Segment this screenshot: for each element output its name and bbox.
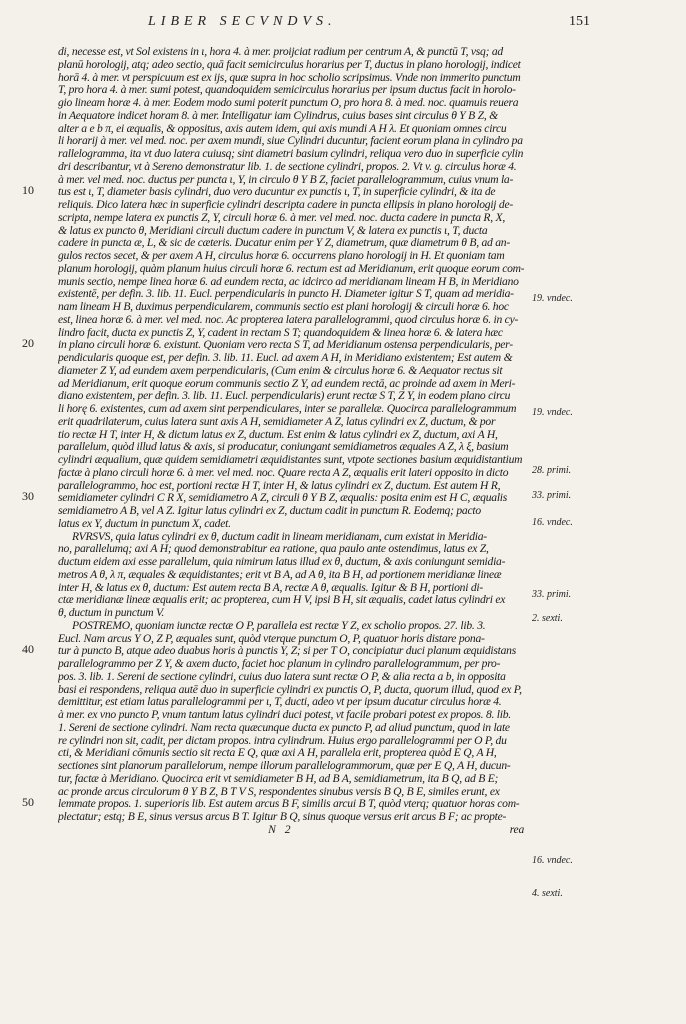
text-line: θ, ductum in punctum V.: [58, 607, 164, 619]
text-line: parallelogrammo per Z Y, & axem ducto, faciet hoc planum in cylindro parallelogrammum, per pro-: [58, 658, 501, 670]
text-line: horā 4. à mer. vt perspicuum est ex ijs, quæ supra in hoc scholio scripsimus. Vnde non immerito punctum: [58, 71, 521, 84]
text-line: à mer. vel med. noc. ductus per puncta ι, Y, in circulo θ Y B Z, faciet parallelogrammum, cuius vnum la-: [58, 173, 514, 186]
text-line: munis sectio, nempe linea horæ 6. ad eundem recta, ac idcirco ad meridianam lineam H B, in Meridiano: [58, 275, 519, 288]
text-line: parallelum, quòd illud latus & axis, si producatur, coniungant semidiametros æquales A Z, λ ξ, basium: [58, 441, 509, 454]
text-line: ac pronde arcus circulorum θ Y B Z, B T V S, respondentes sinubus versis B Q, B E, similes erunt, ex: [58, 785, 500, 798]
text-line: ductum eidem axi esse parallelum, quia nimirum latus illud ex θ, ductum, & axis coniungunt semidia-: [58, 556, 506, 568]
text-line: di, necesse est, vt Sol existens in ι, hora 4. à mer. proijciat radium per centrum A, & punctū T, vsq; ad: [58, 46, 503, 58]
margin-note: 16. vndec.: [532, 517, 573, 528]
text-line: Eucl. Nam arcus Y O, Z P, æquales sunt, quòd vterque punctum O, P, quatuor horis distare pona-: [58, 632, 485, 645]
text-line: gio lineam horæ 4. à mer. Eodem modo sumi poterit punctum O, pro hora 8. à med. noc. quamuis reuera: [58, 97, 519, 109]
margin-note: 2. sexti.: [532, 613, 563, 624]
text-line: planū horologij, atq; adeo sectio, quā facit semicirculus horarius per T, ductus in plano horologij, indicet: [58, 58, 521, 71]
text-line: semidiameter cylindri C R X, semidiametro A Z, circuli θ Y B Z, æqualis: posita enim est H C, æqualis: [58, 492, 508, 505]
margin-note: 19. vndec.: [532, 407, 573, 418]
text-line: diano existentem, per defin. 3. lib. 11. Eucl. perpendicularis) erunt rectæ S T, Z Y, in eodem plano circu: [58, 390, 511, 403]
text-line: basi ei respondens, reliqua autē duo in superficie cylindri ex punctis O, P, ducta, quorum illud, quod ex P,: [58, 683, 522, 696]
text-line: erit quadrilaterum, cuius latera sunt axis A H, semidiameter A Z, latus cylindri ex Z, ductum, & por: [58, 415, 496, 428]
text-line: tur, factæ à Meridiano. Quocirca erit vt semidiameter B H, ad B A, semidiametrum, ita B Q, ad B E;: [58, 772, 499, 785]
text-line: factæ à plano circuli horæ 6. à mer. vel med. noc. Quare recta A Z, æqualis erit lateri opposito in dicto: [58, 466, 509, 479]
text-line: tus est ι, T, diameter basis cylindri, duo vero ducuntur ex punctis ι, T, in superficie cylindri, & ita de: [58, 186, 496, 199]
text-line: inter H, & latus ex θ, ductum: Est autem recta B A, rectæ A θ, æqualis. Igitur & B H, portioni di-: [58, 581, 483, 594]
text-line: reliquis. Dico latera hæc in superficie cylindri descripta cadere in puncta ellipsis in plano horologij de-: [58, 199, 513, 211]
text-line: nam lineam H B, duximus perpendicularem, communis sectio est plani horologij & circuli horæ 6. hoc: [58, 301, 509, 313]
line-number: 10: [22, 183, 34, 197]
text-line: T, pro hora 4. à mer. sumi potest, quandoquidem semicirculus horarius per ipsum ductus facit in horolo-: [58, 84, 516, 97]
line-number: 40: [22, 642, 34, 656]
text-line: alter a e b π, ei æqualis, & oppositus, axis autem idem, qui axis mundi A H λ. Et quoniam omnes circu: [58, 122, 507, 135]
text-line: cadere in puncta æ, L, & sic de cæteris. Ducatur enim per Y Z, diametrum, quæ diametrum θ B, ad an-: [58, 237, 510, 250]
catchword: rea: [509, 823, 524, 836]
signature-mark: N 2: [268, 823, 294, 836]
paragraph-start: RVRSVS, quia latus cylindri ex θ, ductum cadit in lineam meridianam, cum existat in Meridia-: [72, 530, 487, 543]
text-line: ad Meridianum, erit quoque eorum communis sectio Z Y, ad eundem rectā, ac proinde ad axem in Meri-: [58, 377, 516, 390]
text-line: scripta, nempe latera ex punctis Z, Y, circuli horæ 6. à mer. vel med. noc. ducta cadere in puncta R, X,: [58, 211, 506, 224]
text-line: 1. Sereni de sectione cylindri. Nam recta quæcunque ducta ex puncto P, ad aliud punctum, quod in late: [58, 721, 510, 734]
text-line: demittitur, est etiam latus parallelogrammi per ι, T, ducti, adeo vt per ipsum ducatur circulus horæ 4.: [58, 696, 502, 709]
text-line: & latus ex puncto θ, Meridiani circuli ductum cadere in punctum V, & latera ex punctis ι, T, ducta: [58, 224, 488, 237]
text-line: semidiametro A B, vel A Z. Igitur latus cylindri ex Z, ductum cadit in punctum R. Eodemq; pacto: [58, 505, 481, 517]
margin-note: 19. vndec.: [532, 293, 573, 304]
text-line: pos. 3. lib. 1. Sereni de sectione cylindri, cuius duo latera sunt rectæ O P, & alia recta a b, in opposita: [58, 670, 506, 683]
text-line: parallelogrammo, hoc est, portioni rectæ H T, inter H, & latus cylindri ex Z, ductum. Est autem H R,: [58, 479, 501, 492]
text-line: plectatur; estq; B E, sinus versus arcus B T. Igitur B Q, sinus quoque versus erit arcus B F; ac propte-: [58, 811, 507, 823]
text-line: tio rectæ H T, inter H, & dictum latus ex Z, ductum. Est enim & latus cylindri ex Z, ductum, axi A H,: [58, 428, 498, 441]
text-line: cylindri æqualium, quæ quidem semidiametri æquidistantes sunt, vtpote sectiones basium æquidistantium: [58, 454, 523, 466]
text-line: planum horologij, quàm planum huius circuli horæ 6. rectum est ad Meridianum, erit quoque eorum com-: [58, 262, 524, 275]
text-line: li horarij à mer. vel med. noc. per axem mundi, siue Cylindri ducuntur, facient eorum plana in cylindro pa: [58, 135, 523, 148]
text-line: ctæ meridianæ lineæ æqualis erit; ac propterea, cum H V, ipsi B H, sit æqualis, cadet latus cylindri ex: [58, 594, 506, 607]
text-line: in Aequatore indicet horam 8. à mer. Intelligatur iam Cylindrus, cuius bases sint circulus θ Y B Z, &: [58, 109, 498, 122]
margin-note: 4. sexti.: [532, 888, 563, 899]
text-line: no, parallelumq; axi A H; quod demonstrabitur ea ratione, qua paulo ante ostendimus, latus ex Z,: [58, 543, 489, 556]
text-line: lemmate propos. 1. superioris lib. Est autem arcus B F, similis arcui B T, quòd vterq; quatuor horas com-: [58, 798, 520, 811]
text-line: diameter Z Y, ad eundem axem perpendicularis, (Cum enim & circulus horæ 6. & Aequator rectus sit: [58, 364, 503, 377]
text-line: li horę 6. existentes, cum ad axem sint perpendiculares, inter se parallelæ. Quocirca parallelogrammum: [58, 403, 517, 415]
text-line: sectiones sint planorum parallelorum, nempe illorum parallelogrammorum, quæ per E Q, A H, ducun-: [58, 760, 511, 772]
text-line: rallelogramma, ita vt duo latera cuiusq; sint diametri basium cylindri, reliqua vero duo in superficie cylin: [58, 148, 524, 160]
text-line: existentē, per defin. 3. lib. 11. Eucl. perpendicularis in puncto H. Diameter igitur S T, quam ad meridia-: [58, 288, 514, 301]
margin-note: 33. primi.: [532, 490, 572, 501]
body-text: [58, 46, 524, 837]
text-line: pendicularis quoque est, per defin. 3. lib. 11. Eucl. ad axem A H, in Meridiano existentem; Est autem &: [58, 352, 513, 364]
text-line: tur à puncto B, atque adeo duabus horis à punctis Y, Z; si per T O, concipiatur duci planum æquidistans: [58, 645, 516, 658]
paragraph-start: POSTREMO, quoniam iunctæ rectæ O P, parallela est rectæ Y Z, ex scholio propos. 27. lib. 3.: [72, 619, 486, 632]
line-number: 30: [22, 489, 34, 503]
text-line: gulos rectos secet, & per axem A H, circulus horæ 6. occurrens plano horologij in H. Et quoniam tam: [58, 250, 505, 262]
text-line: est, linea horæ 6. à mer. vel med. noc. Ac propterea latera parallelogrammi, quod circulus horæ 6. in cy-: [58, 313, 519, 326]
text-line: cti, & Meridiani cōmunis sectio sit recta E Q, quæ axi A H, parallela erit, propterea quòd E Q, A H,: [58, 747, 497, 760]
text-line: lindro facit, ducta ex punctis Z, Y, cadent in rectam S T; quandoquidem & linea horæ 6. & latera hæc: [58, 326, 503, 339]
line-number: 50: [22, 795, 34, 809]
page-number: 151: [569, 14, 590, 29]
text-line: re cylindri non sit, cadit, per dictam propos. intra cylindrum. Huius ergo parallelogrammi per O P, du: [58, 734, 507, 747]
text-line: latus ex Y, ductum in punctum X, cadet.: [58, 517, 231, 530]
margin-note: 33. primi.: [532, 589, 572, 600]
text-line: in plano circuli horæ 6. existunt. Quoniam vero recta S T, ad Meridianum ostensa perpendicularis, per-: [58, 339, 513, 352]
margin-note: 28. primi.: [532, 465, 572, 476]
text-line: à mer. ex vno puncto P, vnum tantum latus cylindri duci potest, vt facile probari potest ex propos. 8. lib.: [58, 709, 511, 721]
line-number: 20: [22, 336, 34, 350]
text-line: dri describantur, vt à Sereno demonstratur lib. 1. de sectione cylindri, propos. 2. Vt v. g. circulus horæ 4.: [58, 160, 517, 173]
running-head: LIBER SECVNDVS.: [148, 14, 337, 29]
page-footer-line: [58, 824, 524, 837]
margin-note: 16. vndec.: [532, 855, 573, 866]
text-line: metros A θ, λ π, æquales & æquidistantes; erit vt B A, ad A θ, ita B H, ad portionem meridianæ lineæ: [58, 568, 502, 581]
